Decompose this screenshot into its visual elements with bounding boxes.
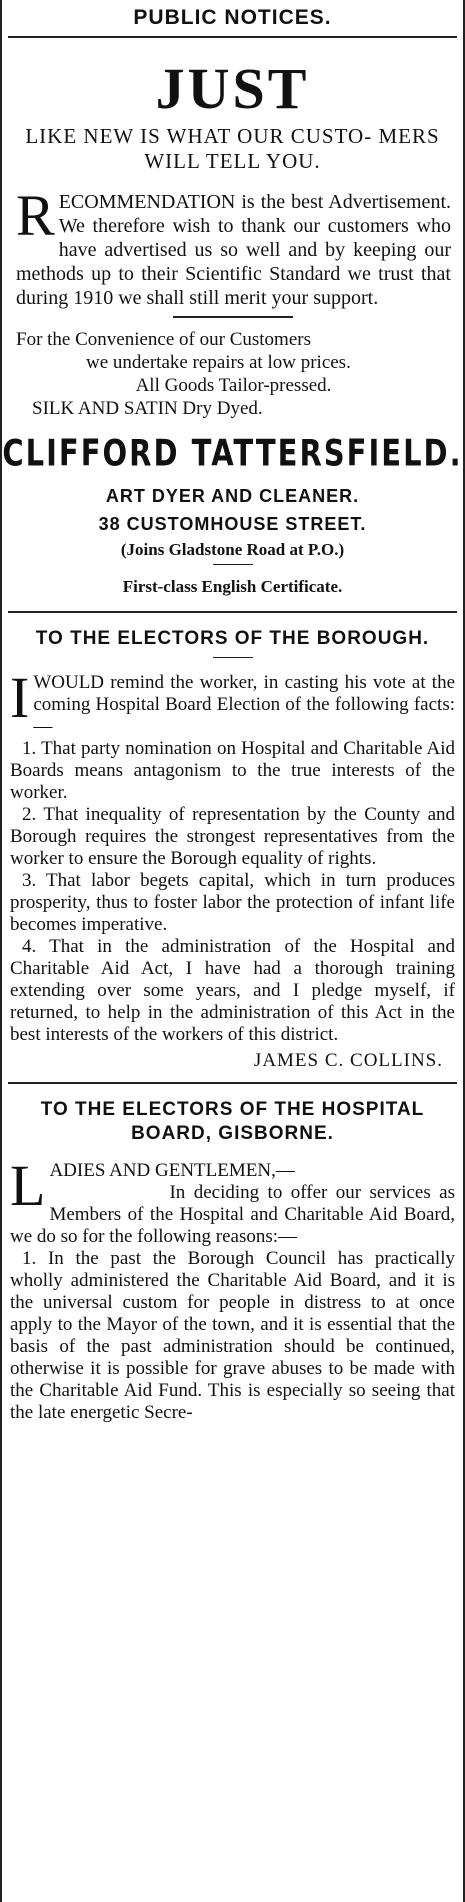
notice-point: 2. That inequality of representation by the County and Borough requires the strongest representatives from the worker to ensure the Borough equality of rights. xyxy=(10,804,455,870)
convenience-notice xyxy=(16,328,451,420)
notice-salutation xyxy=(10,1153,455,1248)
notice-signature: JAMES C. COLLINS. xyxy=(253,1050,443,1072)
notice-electors-borough xyxy=(2,627,463,1072)
notice-point: 4. That in the administration of the Hospital and Charitable Aid Act, I have had a thorough training extending over some years, and I pledge myself, if returned, to help in the administration of this Act in the best interests of the workers of this district. xyxy=(10,936,455,1046)
business-address: 38 CUSTOMHOUSE STREET. xyxy=(98,514,367,535)
convenience-line: we undertake repairs at low prices. xyxy=(86,352,351,374)
convenience-line: All Goods Tailor-pressed. xyxy=(135,375,332,397)
convenience-line: SILK AND SATIN Dry Dyed. xyxy=(32,398,263,420)
convenience-line: For the Convenience of our Customers xyxy=(16,329,311,351)
notice-intro-text: WOULD remind the worker, in casting his vote at the coming Hospital Board Election of the following facts:— xyxy=(33,672,455,738)
section-header: PUBLIC NOTICES. xyxy=(133,6,332,29)
notice-title: TO THE ELECTORS OF THE HOSPITAL BOARD, GISBORNE. xyxy=(40,1099,425,1145)
notice-point: 1. That party nomination on Hospital and Charitable Aid Boards means antagonism to the true interests of the worker. xyxy=(10,738,455,804)
dropcap-i: I xyxy=(10,665,30,731)
notice-intro xyxy=(10,665,455,738)
advert-headline: JUST xyxy=(155,56,310,121)
notice-title: TO THE ELECTORS OF THE BOROUGH. xyxy=(35,628,430,650)
notice-electors-hospital-board xyxy=(2,1098,463,1424)
dropcap-r: R xyxy=(16,183,55,249)
address-note: (Joins Gladstone Road at P.O.) xyxy=(120,540,345,560)
advert-body xyxy=(16,183,451,310)
business-trade: ART DYER AND CLEANER. xyxy=(105,486,360,507)
certificate-note: First-class English Certificate. xyxy=(122,577,343,597)
advert-body-text: ECOMMENDATION is the best Advertisement. We therefore wish to thank our customers who have advertised us so well and by keeping our methods up to their Scientific Standard we trust that during 1910 we shall still merit your support. xyxy=(16,191,451,310)
notice-point: 1. In the past the Borough Council has practically wholly administered the Charitable Aid Board, and it is the universal custom for people in distress to at once apply to the Mayor of the town, and it is essential that the basis of the past administration should be continued, otherwise it is possible for grave abuses to be made with the Charitable Aid Fund. This is especially so seeing that the late energetic Secre- xyxy=(10,1248,455,1424)
section-rule xyxy=(8,611,457,613)
divider xyxy=(213,657,253,658)
salutation-text: ADIES AND GENTLEMEN,— xyxy=(49,1160,295,1182)
divider xyxy=(173,316,293,318)
advert-subhead: LIKE NEW IS WHAT OUR CUSTO- MERS WILL TELL YOU. xyxy=(25,124,440,174)
notice-intro: In deciding to offer our services as Members of the Hospital and Charitable Aid Board, we do so for the following reasons:— xyxy=(10,1182,455,1248)
section-rule xyxy=(8,1082,457,1084)
notice-point: 3. That labor begets capital, which in turn produces prosperity, thus to foster labor the protection of infant life becomes imperative. xyxy=(10,870,455,936)
business-name: CLIFFORD TATTERSFIELD. xyxy=(2,432,463,475)
advert-tattersfield xyxy=(2,56,463,597)
dropcap-l: L xyxy=(10,1153,46,1219)
divider xyxy=(213,564,253,565)
header-rule xyxy=(8,36,457,38)
